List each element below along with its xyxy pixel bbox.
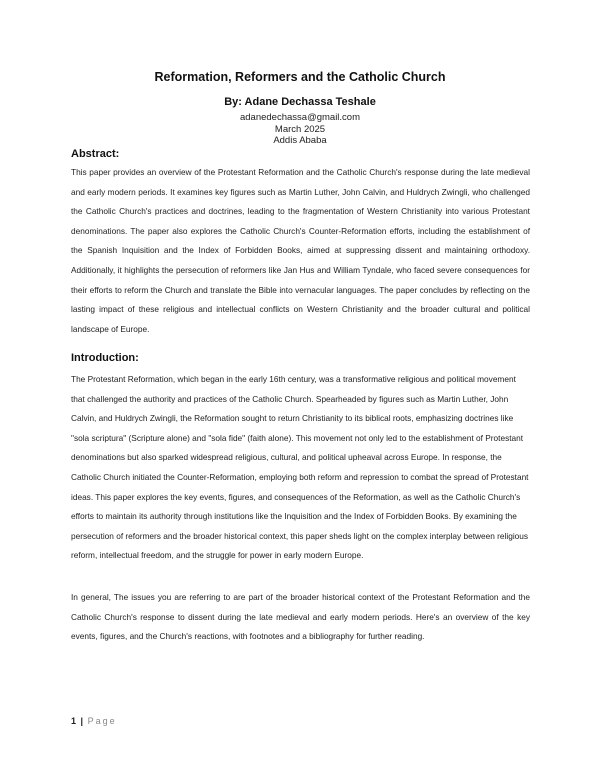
introduction-paragraph-2: In general, The issues you are referring to are part of the broader historical context of the Protestant Reformation and the Catholic Church's response to dissent during the late medieval and early modern periods. Here's an overview of the key events, figures, and the Church's reactions, with footnotes and a bibliography for further reading. — [71, 592, 530, 642]
author-email: adanedechassa@gmail.com — [239, 112, 361, 123]
page-number: 1 — [71, 716, 77, 726]
abstract-text: This paper provides an overview of the Protestant Reformation and the Catholic Church's response during the late medieval and early modern periods. It examines key figures such as Martin Luther, John Calvin, and Huldrych Zwingli, who challenged the Catholic Church's practices and doctrines, leading to the fragmentation of Western Christianity into various Protestant denominations. The paper also explores the Catholic Church's Counter-Reformation efforts, including the establishment of the Spanish Inquisition and the Index of Forbidden Books, aimed at suppressing dissent and maintaining orthodoxy. Additionally, it highlights the persecution of reformers like Jan Hus and William Tyndale, who faced severe consequences for their efforts to reform the Church and translate the Bible into vernacular languages. The paper concludes by reflecting on the lasting impact of these religious and intellectual conflicts on Western Christianity and the broader cultural and political landscape of Europe. — [71, 167, 530, 334]
footer-separator: | — [80, 716, 84, 726]
author-line: By: Adane Dechassa Teshale — [224, 96, 376, 108]
introduction-paragraph-1: The Protestant Reformation, which began in the early 16th century, was a transformative religious and political movement that challenged the authority and practices of the Catholic Church. Spearheaded by figures such as Martin Luther, John Calvin, and Huldrych Zwingli, the Reformation sought to return Christianity to its biblical roots, emphasizing doctrines like "sola scriptura" (Scripture alone) and "sola fide" (faith alone). This movement not only led to the establishment of Protestant denominations but also sparked widespread religious, cultural, and political upheaval across Europe. In response, the Catholic Church initiated the Counter-Reformation, employing both reform and repression to combat the spread of Protestant ideas. This paper explores the key events, figures, and consequences of the Reformation, as well as the Catholic Church's efforts to maintain its authority through institutions like the Inquisition and the Index of Forbidden Books. By examining the persecution of reformers and the broader historical context, this paper sheds light on the complex interplay between religious reform, intellectual freedom, and the struggle for power in early modern Europe. — [71, 374, 529, 561]
page-footer — [71, 716, 117, 726]
abstract-heading: Abstract: — [71, 148, 120, 160]
paper-location: Addis Ababa — [273, 135, 327, 146]
paper-date: March 2025 — [274, 124, 326, 135]
introduction-heading: Introduction: — [71, 352, 139, 364]
paper-title: Reformation, Reformers and the Catholic Church — [154, 70, 446, 84]
page-label: Page — [87, 716, 117, 726]
